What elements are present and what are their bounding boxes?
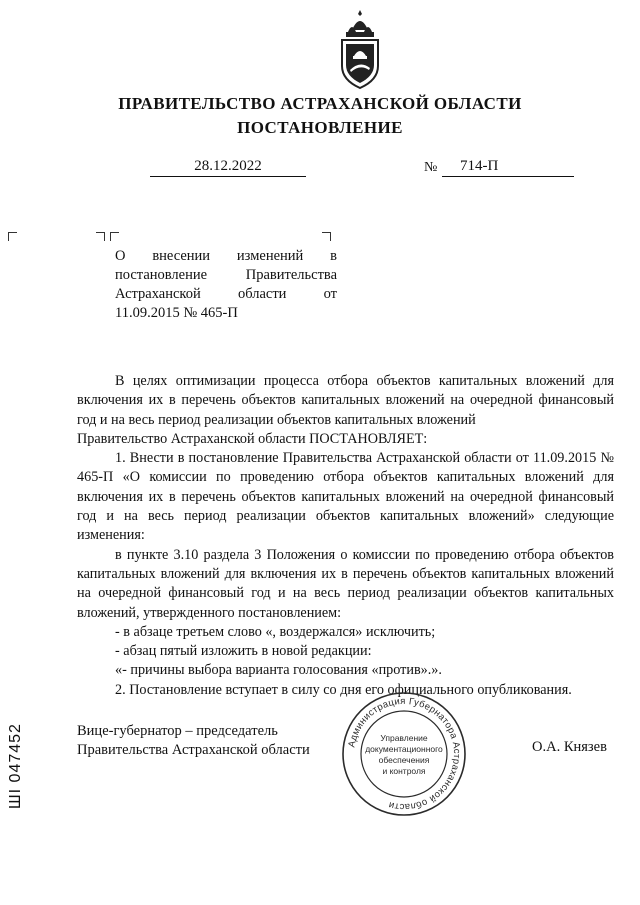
signatory-name: О.А. Князев (532, 739, 607, 755)
corner-mark (322, 232, 331, 241)
signatory-title (77, 722, 310, 760)
document-number: 714-П (442, 158, 574, 177)
document-date: 28.12.2022 (150, 158, 306, 177)
government-title: ПРАВИТЕЛЬСТВО АСТРАХАНСКОЙ ОБЛАСТИ (118, 94, 522, 113)
serial-number: ШI 047452 (7, 723, 24, 809)
body-paragraph: 1. Внести в постановление Правительства Астраханской области от 11.09.2015 № 465-П «О комиссии по проведению отбора объектов капитальных вложений для включения их в перечень объектов капитальных вложений на очередной финансовый год и на весь период реализации объектов капитальных вложений» следующие изменения: (77, 450, 614, 544)
stamp-ring-text: Администрация Губернатора Астраханской области (346, 695, 463, 813)
signatory-title-line: Правительства Астраханской области (77, 742, 310, 758)
stamp-text-line: документационного (365, 744, 443, 754)
document-body (77, 372, 614, 700)
body-paragraph: в пункте 3.10 раздела 3 Положения о комиссии по проведению отбора объектов капитальных вложений для включения их в перечень объектов капитальных вложений на очередной финансовый год и на весь период реализации объектов капитальных вложений, утвержденного постановлением: (77, 546, 614, 621)
document-subject: О внесении изменений в постановление Правительства Астраханской области от 11.09.2015 № 465-П (115, 248, 337, 321)
corner-mark (96, 232, 105, 241)
corner-mark (110, 232, 119, 241)
body-paragraph: - в абзаце третьем слово «, воздержался» исключить; (115, 623, 436, 640)
stamp-text-line: и контроля (382, 766, 426, 776)
body-paragraph: - абзац пятый изложить в новой редакции: (115, 643, 372, 660)
signatory-title-line: Вице-губернатор – председатель (77, 723, 278, 739)
body-paragraph: Правительство Астраханской области ПОСТАНОВЛЯЕТ: (77, 430, 428, 447)
number-label: № (424, 160, 438, 175)
body-paragraph: 2. Постановление вступает в силу со дня его официального опубликования. (115, 681, 572, 698)
corner-mark (8, 232, 17, 241)
stamp-text-line: Управление (380, 733, 428, 743)
stamp-text-line: обеспечения (378, 755, 430, 765)
official-stamp (340, 690, 468, 818)
body-paragraph: «- причины выбора варианта голосования «против».». (115, 662, 442, 679)
body-paragraph: В целях оптимизации процесса отбора объектов капитальных вложений для включения их в перечень объектов капитальных вложений на очередной финансовый год и на весь период реализации объектов капитальных вложений (77, 373, 614, 428)
coat-of-arms-emblem (332, 8, 388, 90)
document-type: ПОСТАНОВЛЕНИЕ (237, 118, 403, 137)
